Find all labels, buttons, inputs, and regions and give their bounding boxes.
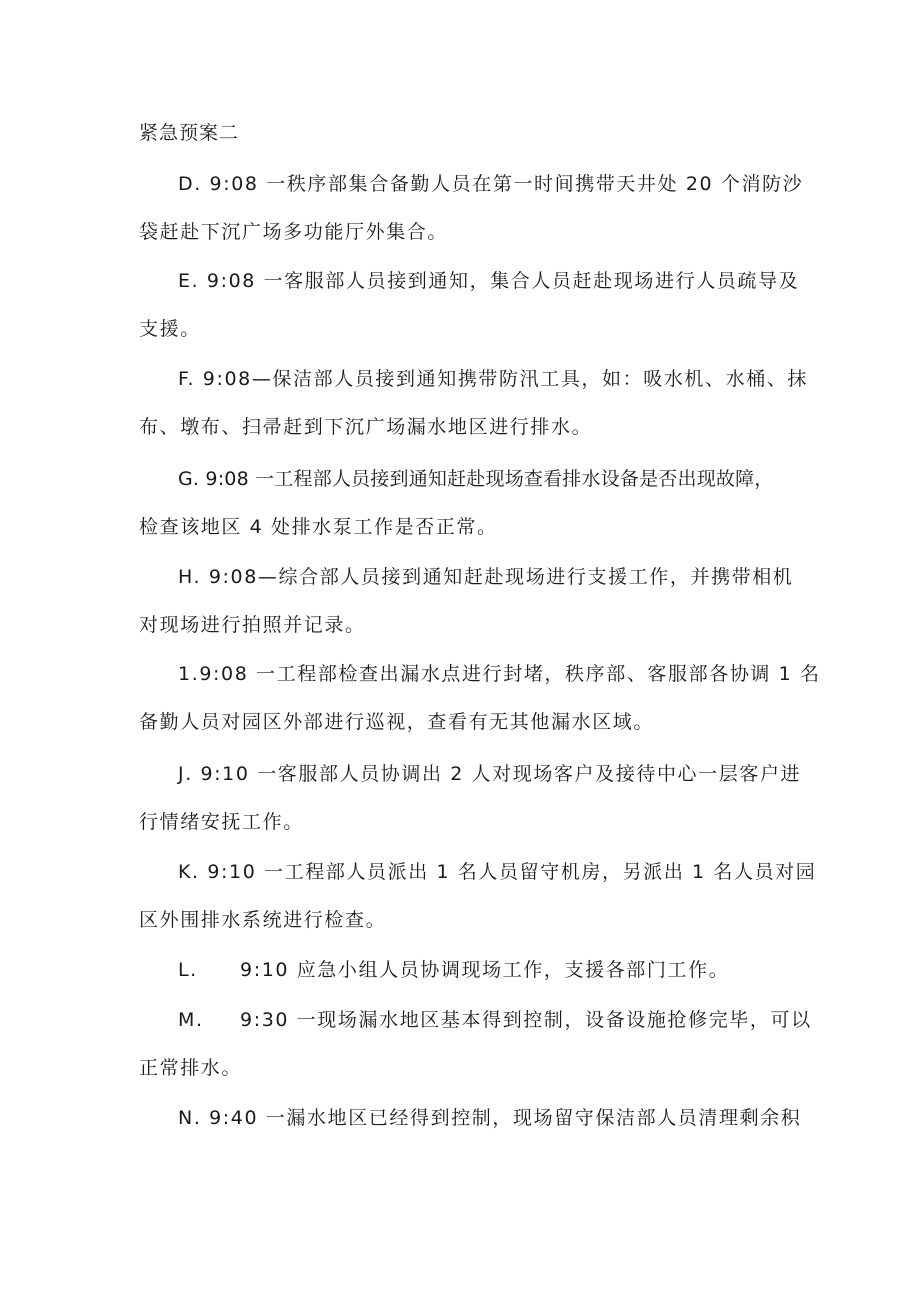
paragraph-line: G. 9:08 一工程部人员接到通知赶赴现场查看排水设备是否出现故障，	[178, 468, 774, 490]
list-text: 9:30 一现场漏水地区基本得到控制，设备设施抢修完毕，可以	[240, 1009, 812, 1031]
paragraph-e	[139, 257, 800, 353]
paragraph-line: N. 9:40 一漏水地区已经得到控制，现场留守保洁部人员清理剩余积	[178, 1107, 802, 1129]
paragraph-i	[139, 650, 821, 746]
paragraph-line	[139, 996, 812, 1044]
paragraph-f	[139, 355, 809, 451]
paragraph-line: 布、墩布、扫帚赶到下沉广场漏水地区进行排水。	[139, 416, 593, 438]
paragraph-n	[139, 1094, 802, 1142]
paragraph-l	[139, 946, 789, 994]
paragraph-line: 对现场进行拍照并记录。	[139, 614, 366, 636]
paragraph-line: K. 9:10 一工程部人员派出 1 名人员留守机房，另派出 1 名人员对园	[178, 861, 817, 883]
paragraph-line: 支援。	[139, 318, 201, 340]
paragraph-line: 检查该地区 4 处排水泵工作是否正常。	[139, 516, 498, 538]
paragraph-line: 区外围排水系统进行检查。	[139, 909, 387, 931]
paragraph-m	[139, 996, 812, 1092]
paragraph-line: H. 9:08—综合部人员接到通知赶赴现场进行支援工作，并携带相机	[178, 566, 794, 588]
list-label: L.	[178, 959, 198, 981]
paragraph-line: 行情绪安抚工作。	[139, 811, 304, 833]
paragraph-k	[139, 848, 817, 944]
paragraph-h	[139, 553, 794, 649]
paragraph-d	[139, 160, 804, 256]
paragraph-line: E. 9:08 一客服部人员接到通知，集合人员赶赴现场进行人员疏导及	[178, 270, 800, 292]
paragraph-j	[139, 750, 802, 846]
list-text: 9:10 应急小组人员协调现场工作，支援各部门工作。	[240, 959, 730, 981]
paragraph-line: 袋赶赴下沉广场多功能厅外集合。	[139, 221, 449, 243]
paragraph-g	[139, 455, 789, 551]
paragraph-line: 正常排水。	[139, 1057, 243, 1079]
paragraph-line: 备勤人员对园区外部进行巡视，查看有无其他漏水区域。	[139, 711, 655, 733]
paragraph-line	[139, 946, 789, 994]
list-label: M.	[178, 1009, 204, 1031]
paragraph-line: F. 9:08—保洁部人员接到通知携带防汛工具，如：吸水机、水桶、抹	[178, 368, 809, 390]
paragraph-line: 1.9:08 一工程部检查出漏水点进行封堵，秩序部、客服部各协调 1 名	[178, 663, 821, 685]
document-title: 紧急预案二	[139, 122, 240, 144]
paragraph-line: J. 9:10 一客服部人员协调出 2 人对现场客户及接待中心一层客户进	[178, 763, 802, 785]
paragraph-line: D. 9:08 一秩序部集合备勤人员在第一时间携带天井处 20 个消防沙	[178, 173, 804, 195]
